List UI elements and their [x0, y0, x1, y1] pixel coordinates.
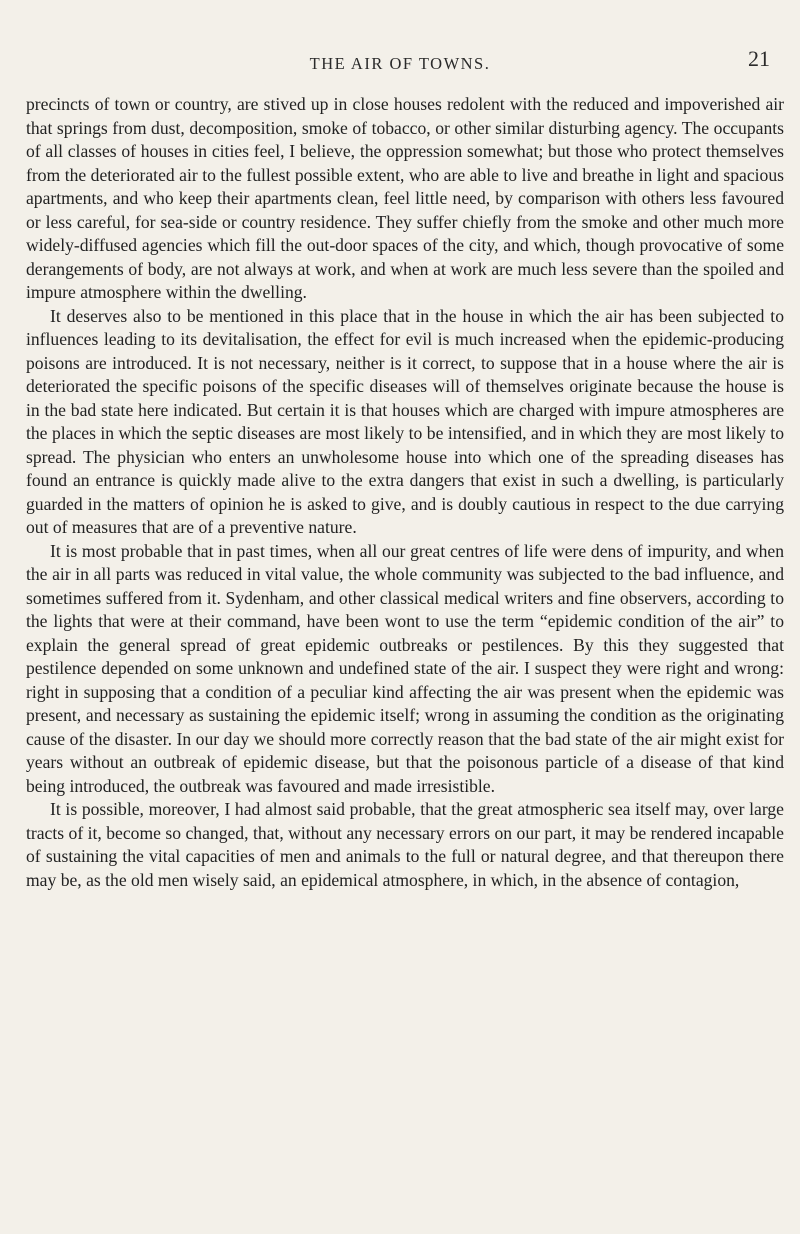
- running-title: THE AIR OF TOWNS.: [309, 54, 491, 73]
- paragraph: It is possible, moreover, I had almost said probable, that the great atmospheric sea itself may, over large tracts of it, become so changed, that, without any necessary errors on our part, it may be rendered incapable of sustaining the vital capacities of men and animals to the full or natural degree, and that thereupon there may be, as the old men wisely said, an epidemical atmosphere, in which, in the absence of contagion,: [26, 799, 784, 890]
- body-text: [26, 93, 784, 892]
- page-header: [0, 46, 800, 76]
- paragraph: It is most probable that in past times, when all our great centres of life were dens of impurity, and when the air in all parts was reduced in vital value, the whole community was subjected to the bad influence, and sometimes suffered from it. Sydenham, and other classical medical writers and fine observers, according to the lights that were at their command, have been wont to use the term “epidemic condition of the air” to explain the general spread of great epidemic outbreaks or pestilences. By this they suggested that pestilence depended on some unknown and undefined state of the air. I suspect they were right and wrong: right in supposing that a condition of a peculiar kind affecting the air was present when the epidemic was present, and necessary as sustaining the epidemic itself; wrong in assuming the condition as the originating cause of the disaster. In our day we should more correctly reason that the bad state of the air might exist for years without an outbreak of epidemic disease, but that the poisonous particle of a disease of that kind being introduced, the outbreak was favoured and made irresistible.: [26, 540, 784, 796]
- paragraph-continuation: precincts of town or country, are stived up in close houses redolent with the reduced and impoverished air that springs from dust, decomposition, smoke of tobacco, or other similar disturbing agency. The occupants of all classes of houses in cities feel, I believe, the oppression somewhat; but those who protect themselves from the deteriorated air to the fullest possible extent, who are able to live and breathe in light and spacious apartments, and who keep their apartments clean, feel little need, by comparison with others less favoured or less careful, for sea-side or country residence. They suffer chiefly from the smoke and other much more widely-diffused agencies which fill the out-door spaces of the city, and which, though provocative of some derangements of body, are not always at work, and when at work are much less severe than the spoiled and impure atmosphere within the dwelling.: [26, 94, 784, 302]
- paragraph: It deserves also to be mentioned in this place that in the house in which the air has been subjected to influences leading to its devitalisation, the effect for evil is much increased when the epidemic-producing poisons are introduced. It is not necessary, neither is it correct, to suppose that in a house where the air is deteriorated the specific poisons of the specific diseases will of themselves originate because the house is in the bad state here indicated. But certain it is that houses which are charged with impure atmospheres are the places in which the septic diseases are most likely to be intensified, and in which they are most likely to spread. The physician who enters an unwholesome house into which one of the spreading diseases has found an entrance is quickly made alive to the extra dangers that exist in such a dwelling, is particularly guarded in the matters of opinion he is asked to give, and is doubly cautious in respect to the due carrying out of measures that are of a preventive nature.: [26, 305, 784, 537]
- page-number: 21: [748, 46, 770, 71]
